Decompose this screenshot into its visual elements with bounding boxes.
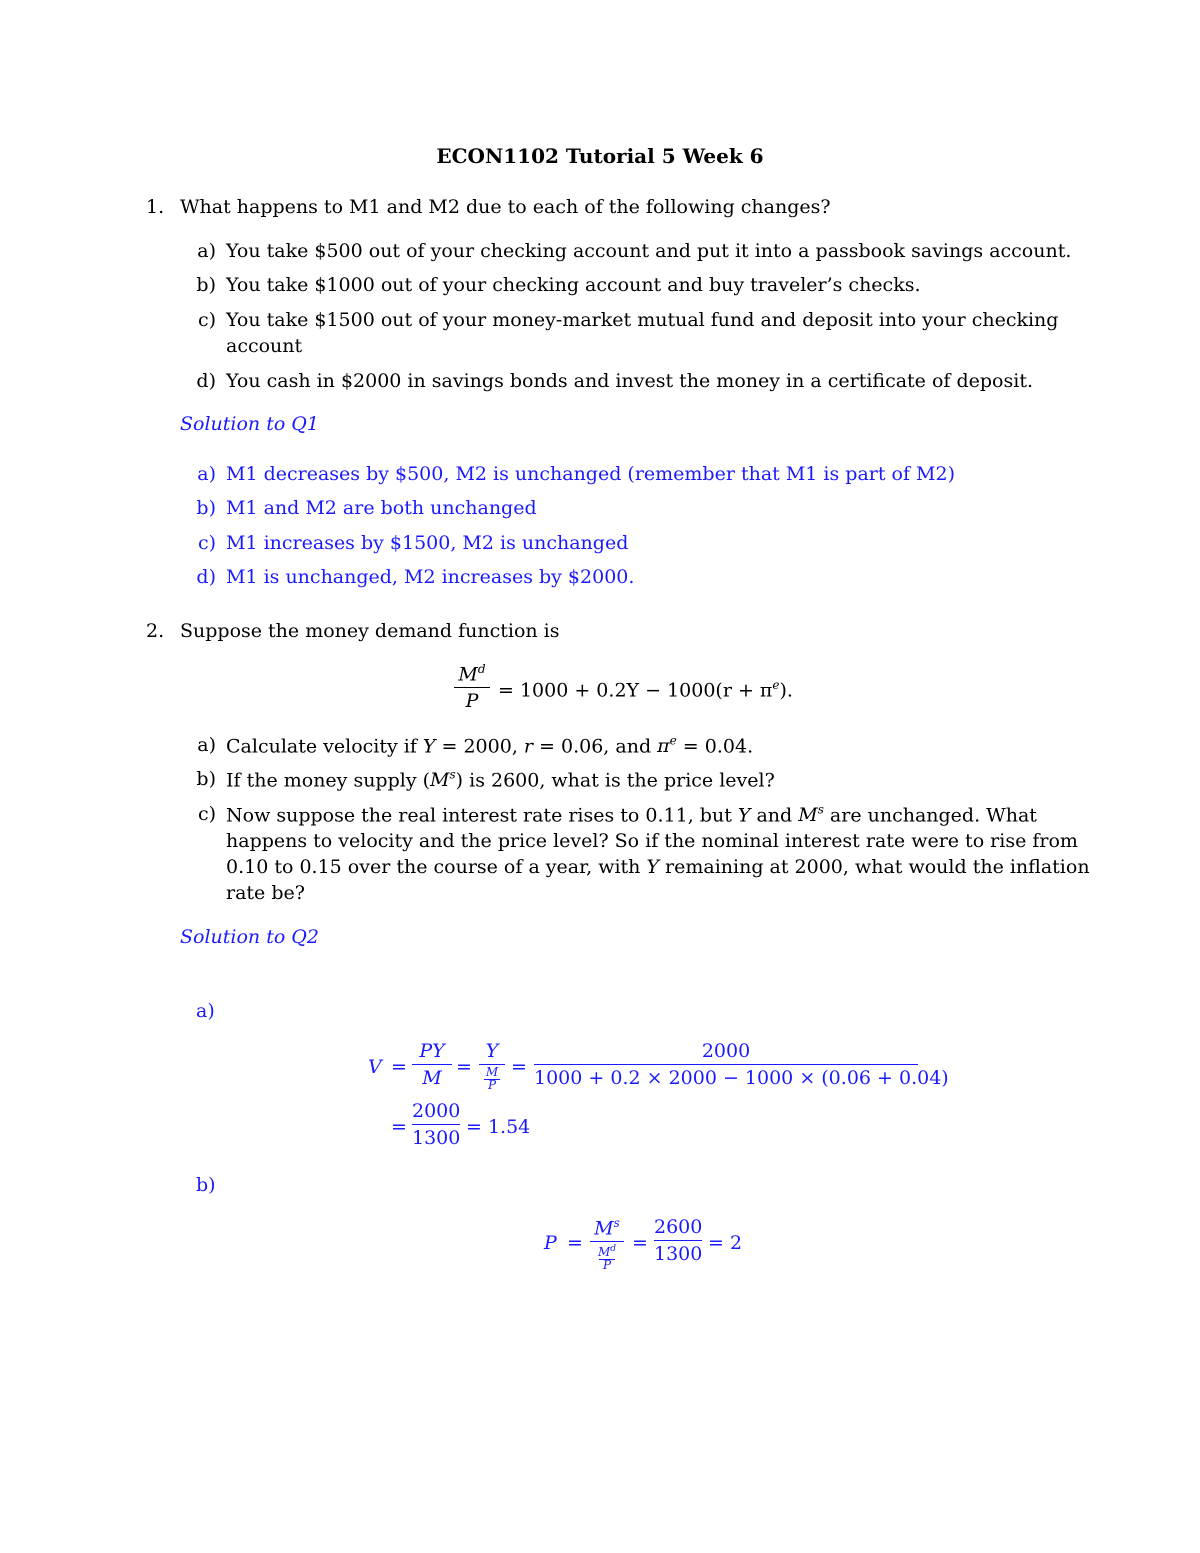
q2-solution-a-label: a)	[196, 1000, 215, 1022]
q2-part-label: a)	[197, 734, 216, 756]
q1-solution-text: M1 is unchanged, M2 increases by $2000.	[226, 566, 635, 588]
money-demand-fraction: $M^d$ P	[454, 662, 490, 712]
q1-solution-label: c)	[197, 532, 216, 554]
money-demand-equation: = $1000 + 0.2Y - 1000(r + \pi^e)$.	[498, 678, 793, 702]
q1-part-text: You cash in $2000 in savings bonds and invest the money in a certificate of deposit.	[226, 370, 1033, 392]
q2-number: 2.	[146, 620, 165, 642]
fraction-y-over-m-p: Y M P	[479, 1040, 505, 1091]
q1-solution-text: M1 decreases by $500, M2 is unchanged (remember that M1 is part of M2)	[226, 463, 955, 485]
equals-sign: =	[456, 1056, 472, 1078]
velocity-result: = 1.54	[466, 1116, 531, 1138]
q2-text: Suppose the money demand function is	[180, 620, 560, 642]
q2-part-text-cont: happens to velocity and the price level? So if the nominal interest rate were to rise from	[226, 830, 1078, 852]
fraction-velocity-numeric: 2000 1000 + 0.2 × 2000 − 1000 × (0.06 + 0.04)	[534, 1040, 949, 1089]
price-symbol: P	[544, 1232, 557, 1254]
q1-part-label: d)	[196, 370, 216, 392]
q2-solution-heading: Solution to Q2	[180, 926, 319, 948]
fraction-2000-over-1300: 2000 1300	[412, 1100, 461, 1149]
equals-sign: =	[632, 1232, 648, 1254]
q1-part-text: You take $500 out of your checking account and put it into a passbook savings account.	[226, 240, 1072, 262]
velocity-symbol: V	[368, 1056, 382, 1078]
q1-solution-text: M1 increases by $1500, M2 is unchanged	[226, 532, 629, 554]
q2-part-label: c)	[197, 803, 216, 825]
q1-solution-label: b)	[196, 497, 216, 519]
q1-solution-heading: Solution to Q1	[180, 413, 319, 435]
q2-part-text: If the money supply $(M^s)$ is 2600, what is the price level?	[226, 768, 775, 792]
q1-part-text: You take $1500 out of your money-market mutual fund and deposit into your checking	[226, 309, 1059, 331]
equals-sign: =	[511, 1056, 527, 1078]
q1-part-label: b)	[196, 274, 216, 296]
fraction-ms-over-md-p: $M^s$ $M^d$ P	[590, 1216, 624, 1271]
q1-solution-text: M1 and M2 are both unchanged	[226, 497, 537, 519]
fraction-2600-over-1300: 2600 1300	[654, 1216, 703, 1265]
q2-part-label: b)	[196, 768, 216, 790]
q2-solution-b-label: b)	[196, 1174, 216, 1196]
q1-part-label: a)	[197, 240, 216, 262]
q1-part-text-cont: account	[226, 335, 303, 357]
page-title: ECON1102 Tutorial 5 Week 6	[436, 144, 764, 168]
q1-solution-label: d)	[196, 566, 216, 588]
q1-number: 1.	[146, 196, 165, 218]
q1-part-text: You take $1000 out of your checking account and buy traveler’s checks.	[226, 274, 921, 296]
q1-part-label: c)	[197, 309, 216, 331]
q1-text: What happens to M1 and M2 due to each of the following changes?	[180, 196, 831, 218]
fraction-py-over-m: PY M	[412, 1040, 452, 1089]
q1-solution-label: a)	[197, 463, 216, 485]
q2-part-text: Now suppose the real interest rate rises to 0.11, but Y and $M^s$ are unchanged. What	[226, 803, 1037, 827]
price-result: = 2	[708, 1232, 743, 1254]
equals-sign: =	[391, 1116, 407, 1138]
equals-sign: =	[391, 1056, 407, 1078]
equals-sign: =	[567, 1232, 583, 1254]
q2-part-text-cont: rate be?	[226, 882, 305, 904]
q2-part-text-cont: 0.10 to 0.15 over the course of a year, with Y remaining at 2000, what would the inflation	[226, 856, 1090, 878]
q2-part-text: Calculate velocity if Y = 2000, r = 0.06, and $\pi^e = 0.04$.	[226, 734, 754, 758]
